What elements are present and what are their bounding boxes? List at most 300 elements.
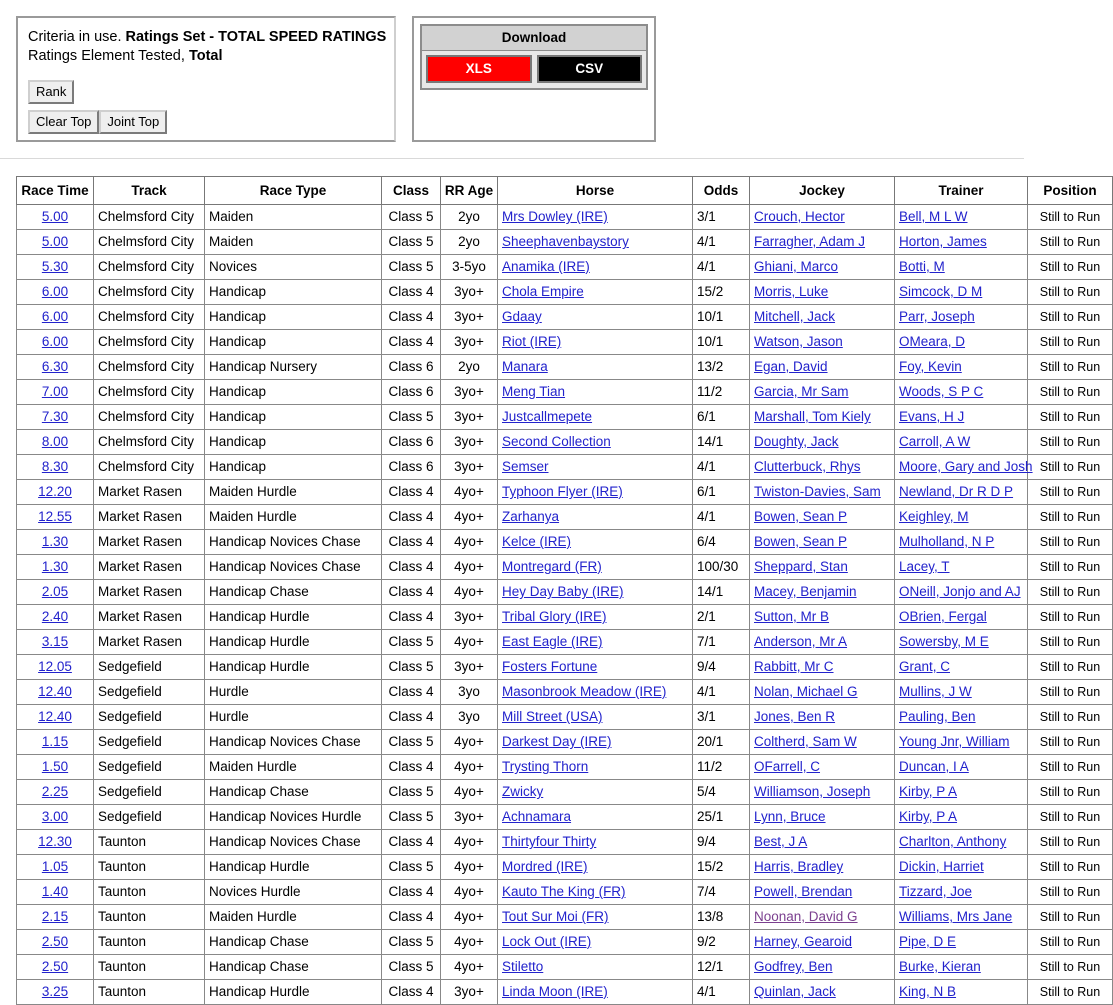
joint-top-button[interactable]: Joint Top xyxy=(99,110,167,134)
cell-race-time-link[interactable]: 6.00 xyxy=(41,284,69,299)
cell-jockey-link[interactable]: Sheppard, Stan xyxy=(754,559,848,574)
col-header-odds[interactable]: Odds xyxy=(693,177,750,205)
cell-class: Class 6 xyxy=(382,355,441,380)
cell-horse-link[interactable]: Mrs Dowley (IRE) xyxy=(502,209,608,224)
cell-horse-link[interactable]: Darkest Day (IRE) xyxy=(502,734,612,749)
cell-jockey-link[interactable]: Best, J A xyxy=(754,834,808,849)
cell-horse[interactable] xyxy=(498,855,693,880)
cell-jockey-link[interactable]: Sutton, Mr B xyxy=(754,609,830,624)
cell-jockey[interactable] xyxy=(750,755,895,780)
cell-horse-link[interactable]: Achnamara xyxy=(502,809,572,824)
cell-race-time[interactable] xyxy=(17,530,94,555)
cell-jockey[interactable] xyxy=(750,730,895,755)
cell-race-time[interactable] xyxy=(17,480,94,505)
cell-jockey-link[interactable]: Jones, Ben R xyxy=(754,709,836,724)
cell-horse-link[interactable]: Typhoon Flyer (IRE) xyxy=(502,484,623,499)
cell-horse-link[interactable]: Masonbrook Meadow (IRE) xyxy=(502,684,667,699)
cell-trainer-link[interactable]: Kirby, P A xyxy=(899,784,958,799)
cell-race-time-link[interactable]: 2.50 xyxy=(41,959,69,974)
cell-trainer-link[interactable]: Foy, Kevin xyxy=(899,359,962,374)
cell-race-time[interactable] xyxy=(17,630,94,655)
cell-jockey[interactable] xyxy=(750,380,895,405)
cell-horse[interactable] xyxy=(498,605,693,630)
cell-jockey[interactable] xyxy=(750,405,895,430)
position-status: Still to Run xyxy=(1039,285,1101,299)
cell-trainer[interactable] xyxy=(895,680,1028,705)
cell-trainer[interactable] xyxy=(895,755,1028,780)
cell-trainer[interactable] xyxy=(895,580,1028,605)
col-header-track[interactable]: Track xyxy=(94,177,205,205)
cell-race-time[interactable] xyxy=(17,455,94,480)
cell-race-time-link[interactable]: 1.15 xyxy=(41,734,69,749)
cell-horse-link[interactable]: Tout Sur Moi (FR) xyxy=(502,909,609,924)
cell-jockey-link[interactable]: Clutterbuck, Rhys xyxy=(754,459,861,474)
cell-jockey[interactable] xyxy=(750,530,895,555)
cell-jockey-link[interactable]: Nolan, Michael G xyxy=(754,684,858,699)
cell-race-time-link[interactable]: 12.40 xyxy=(38,684,72,699)
cell-horse-link[interactable]: Tribal Glory (IRE) xyxy=(502,609,607,624)
cell-horse[interactable] xyxy=(498,980,693,1005)
cell-horse-link[interactable]: Riot (IRE) xyxy=(502,334,562,349)
cell-race-time-link[interactable]: 12.05 xyxy=(38,659,72,674)
cell-trainer-link[interactable]: Parr, Joseph xyxy=(899,309,975,324)
col-header-jockey[interactable]: Jockey xyxy=(750,177,895,205)
cell-jockey-link[interactable]: Ghiani, Marco xyxy=(754,259,839,274)
cell-horse-link[interactable]: Chola Empire xyxy=(502,284,584,299)
cell-odds: 100/30 xyxy=(693,555,750,580)
cell-horse-link[interactable]: Zarhanya xyxy=(502,509,560,524)
cell-race-time[interactable] xyxy=(17,830,94,855)
cell-horse[interactable] xyxy=(498,730,693,755)
cell-race-time-link[interactable]: 3.15 xyxy=(41,634,69,649)
cell-jockey-link[interactable]: Doughty, Jack xyxy=(754,434,839,449)
cell-horse[interactable] xyxy=(498,705,693,730)
cell-trainer[interactable] xyxy=(895,255,1028,280)
cell-trainer-link[interactable]: OMeara, D xyxy=(899,334,966,349)
table-row xyxy=(17,830,1113,855)
cell-trainer-link[interactable]: Tizzard, Joe xyxy=(899,884,973,899)
cell-jockey[interactable] xyxy=(750,930,895,955)
cell-horse[interactable] xyxy=(498,380,693,405)
cell-trainer-link[interactable]: Simcock, D M xyxy=(899,284,983,299)
cell-horse[interactable] xyxy=(498,280,693,305)
cell-race-time[interactable] xyxy=(17,855,94,880)
cell-horse[interactable] xyxy=(498,905,693,930)
cell-race-time-link[interactable]: 8.00 xyxy=(41,434,69,449)
cell-trainer-link[interactable]: Horton, James xyxy=(899,234,987,249)
cell-race-time-link[interactable]: 5.00 xyxy=(41,234,69,249)
cell-race-time[interactable] xyxy=(17,405,94,430)
cell-trainer-link[interactable]: Burke, Kieran xyxy=(899,959,981,974)
cell-race-time[interactable] xyxy=(17,805,94,830)
cell-horse-link[interactable]: Stiletto xyxy=(502,959,544,974)
cell-jockey-link[interactable]: Garcia, Mr Sam xyxy=(754,384,849,399)
cell-horse[interactable] xyxy=(498,405,693,430)
cell-race-time[interactable] xyxy=(17,305,94,330)
cell-trainer-link[interactable]: Evans, H J xyxy=(899,409,965,424)
cell-horse-link[interactable]: Kauto The King (FR) xyxy=(502,884,626,899)
cell-horse[interactable] xyxy=(498,580,693,605)
cell-race-time-link[interactable]: 12.40 xyxy=(38,709,72,724)
cell-horse-link[interactable]: Kelce (IRE) xyxy=(502,534,572,549)
cell-horse[interactable] xyxy=(498,655,693,680)
cell-jockey[interactable] xyxy=(750,255,895,280)
cell-horse[interactable] xyxy=(498,230,693,255)
header-row xyxy=(17,177,1113,205)
cell-horse[interactable] xyxy=(498,305,693,330)
cell-trainer-link[interactable]: Newland, Dr R D P xyxy=(899,484,1014,499)
cell-jockey[interactable] xyxy=(750,655,895,680)
cell-horse[interactable] xyxy=(498,505,693,530)
cell-trainer[interactable] xyxy=(895,805,1028,830)
cell-jockey-link[interactable]: Harney, Gearoid xyxy=(754,934,853,949)
cell-trainer-link[interactable]: Bell, M L W xyxy=(899,209,968,224)
cell-race-time[interactable] xyxy=(17,380,94,405)
cell-trainer[interactable] xyxy=(895,630,1028,655)
cell-jockey[interactable] xyxy=(750,480,895,505)
cell-horse-link[interactable]: Mill Street (USA) xyxy=(502,709,603,724)
download-title: Download xyxy=(422,26,646,51)
clear-top-button[interactable]: Clear Top xyxy=(28,110,99,134)
cell-race-time-link[interactable]: 1.30 xyxy=(41,559,69,574)
cell-trainer-link[interactable]: King, N B xyxy=(899,984,957,999)
cell-class: Class 5 xyxy=(382,730,441,755)
cell-odds: 20/1 xyxy=(693,730,750,755)
cell-trainer[interactable] xyxy=(895,555,1028,580)
cell-horse-link[interactable]: Thirtyfour Thirty xyxy=(502,834,597,849)
cell-trainer[interactable] xyxy=(895,380,1028,405)
cell-horse[interactable] xyxy=(498,780,693,805)
cell-position xyxy=(1028,580,1113,605)
cell-class: Class 4 xyxy=(382,505,441,530)
cell-trainer-link[interactable]: Williams, Mrs Jane xyxy=(899,909,1013,924)
cell-horse[interactable] xyxy=(498,480,693,505)
cell-trainer[interactable] xyxy=(895,855,1028,880)
cell-race-type: Maiden xyxy=(205,230,382,255)
cell-jockey[interactable] xyxy=(750,630,895,655)
cell-jockey-link[interactable]: OFarrell, C xyxy=(754,759,821,774)
cell-jockey[interactable] xyxy=(750,905,895,930)
cell-trainer[interactable] xyxy=(895,830,1028,855)
cell-trainer-link[interactable]: Woods, S P C xyxy=(899,384,984,399)
cell-trainer[interactable] xyxy=(895,305,1028,330)
col-header-race-type[interactable]: Race Type xyxy=(205,177,382,205)
cell-trainer[interactable] xyxy=(895,980,1028,1005)
cell-horse[interactable] xyxy=(498,930,693,955)
cell-trainer-link[interactable]: Mullins, J W xyxy=(899,684,972,699)
cell-race-time-link[interactable]: 1.50 xyxy=(41,759,69,774)
cell-trainer-link[interactable]: Carroll, A W xyxy=(899,434,971,449)
cell-trainer[interactable] xyxy=(895,480,1028,505)
cell-jockey[interactable] xyxy=(750,230,895,255)
cell-race-type: Handicap xyxy=(205,430,382,455)
cell-jockey[interactable] xyxy=(750,780,895,805)
cell-jockey[interactable] xyxy=(750,355,895,380)
cell-trainer-link[interactable]: OBrien, Fergal xyxy=(899,609,987,624)
cell-jockey-link[interactable]: Williamson, Joseph xyxy=(754,784,871,799)
cell-race-time-link[interactable]: 12.20 xyxy=(38,484,72,499)
cell-jockey-link[interactable]: Bowen, Sean P xyxy=(754,534,848,549)
cell-race-time-link[interactable]: 12.55 xyxy=(38,509,72,524)
cell-race-time-link[interactable]: 6.00 xyxy=(41,334,69,349)
cell-jockey-link[interactable]: Godfrey, Ben xyxy=(754,959,833,974)
cell-horse-link[interactable]: Hey Day Baby (IRE) xyxy=(502,584,624,599)
cell-jockey[interactable] xyxy=(750,980,895,1005)
cell-trainer[interactable] xyxy=(895,880,1028,905)
cell-horse-link[interactable]: Montregard (FR) xyxy=(502,559,602,574)
cell-trainer[interactable] xyxy=(895,430,1028,455)
cell-track: Chelmsford City xyxy=(94,205,205,230)
col-header-class[interactable]: Class xyxy=(382,177,441,205)
cell-horse-link[interactable]: Justcallmepete xyxy=(502,409,593,424)
cell-race-time-link[interactable]: 2.25 xyxy=(41,784,69,799)
cell-trainer[interactable] xyxy=(895,205,1028,230)
cell-trainer[interactable] xyxy=(895,530,1028,555)
cell-race-time-link[interactable]: 2.50 xyxy=(41,934,69,949)
cell-jockey[interactable] xyxy=(750,705,895,730)
cell-race-time[interactable] xyxy=(17,580,94,605)
cell-trainer-link[interactable]: Sowersby, M E xyxy=(899,634,989,649)
cell-race-time-link[interactable]: 2.05 xyxy=(41,584,69,599)
cell-trainer-link[interactable]: Charlton, Anthony xyxy=(899,834,1007,849)
rank-button[interactable]: Rank xyxy=(28,80,74,104)
cell-jockey-link[interactable]: Quinlan, Jack xyxy=(754,984,836,999)
cell-jockey[interactable] xyxy=(750,855,895,880)
cell-race-time[interactable] xyxy=(17,655,94,680)
table-row xyxy=(17,505,1113,530)
cell-horse[interactable] xyxy=(498,680,693,705)
cell-horse-link[interactable]: Second Collection xyxy=(502,434,611,449)
cell-horse[interactable] xyxy=(498,630,693,655)
cell-race-time-link[interactable]: 2.40 xyxy=(41,609,69,624)
cell-horse[interactable] xyxy=(498,555,693,580)
cell-race-type: Maiden Hurdle xyxy=(205,480,382,505)
cell-race-time[interactable] xyxy=(17,930,94,955)
cell-jockey-link[interactable]: Anderson, Mr A xyxy=(754,634,848,649)
col-header-rr-age[interactable]: RR Age xyxy=(441,177,498,205)
cell-trainer-link[interactable]: Grant, C xyxy=(899,659,951,674)
cell-trainer-link[interactable]: Keighley, M xyxy=(899,509,969,524)
cell-class: Class 4 xyxy=(382,680,441,705)
cell-horse[interactable] xyxy=(498,355,693,380)
cell-horse-link[interactable]: Gdaay xyxy=(502,309,542,324)
cell-race-time-link[interactable]: 1.05 xyxy=(41,859,69,874)
cell-horse[interactable] xyxy=(498,805,693,830)
cell-race-time-link[interactable]: 5.30 xyxy=(41,259,69,274)
cell-trainer-link[interactable]: Kirby, P A xyxy=(899,809,958,824)
cell-race-time[interactable] xyxy=(17,430,94,455)
cell-trainer[interactable] xyxy=(895,780,1028,805)
table-row xyxy=(17,330,1113,355)
cell-race-time[interactable] xyxy=(17,255,94,280)
cell-trainer[interactable] xyxy=(895,330,1028,355)
cell-trainer-link[interactable]: Young Jnr, William xyxy=(899,734,1010,749)
cell-race-time[interactable] xyxy=(17,880,94,905)
cell-trainer-link[interactable]: Lacey, T xyxy=(899,559,950,574)
cell-race-time-link[interactable]: 3.00 xyxy=(41,809,69,824)
cell-race-time[interactable] xyxy=(17,755,94,780)
cell-horse[interactable] xyxy=(498,330,693,355)
cell-race-time-link[interactable]: 7.30 xyxy=(41,409,69,424)
cell-horse-link[interactable]: Lock Out (IRE) xyxy=(502,934,592,949)
cell-race-time[interactable] xyxy=(17,555,94,580)
cell-jockey-link[interactable]: Lynn, Bruce xyxy=(754,809,826,824)
cell-trainer-link[interactable]: Moore, Gary and Josh xyxy=(899,459,1033,474)
col-header-horse[interactable]: Horse xyxy=(498,177,693,205)
cell-horse[interactable] xyxy=(498,955,693,980)
cell-race-time-link[interactable]: 8.30 xyxy=(41,459,69,474)
cell-jockey-link[interactable]: Powell, Brendan xyxy=(754,884,853,899)
col-header-trainer[interactable]: Trainer xyxy=(895,177,1028,205)
col-header-race-time[interactable]: Race Time xyxy=(17,177,94,205)
cell-trainer[interactable] xyxy=(895,930,1028,955)
cell-race-time[interactable] xyxy=(17,905,94,930)
cell-jockey[interactable] xyxy=(750,880,895,905)
table-row xyxy=(17,905,1113,930)
cell-race-time[interactable] xyxy=(17,230,94,255)
cell-race-time-link[interactable]: 12.30 xyxy=(38,834,72,849)
cell-jockey[interactable] xyxy=(750,955,895,980)
cell-horse[interactable] xyxy=(498,430,693,455)
cell-jockey[interactable] xyxy=(750,305,895,330)
cell-horse-link[interactable]: Trysting Thorn xyxy=(502,759,589,774)
cell-race-time[interactable] xyxy=(17,705,94,730)
cell-jockey[interactable] xyxy=(750,205,895,230)
cell-trainer-link[interactable]: Pipe, D E xyxy=(899,934,957,949)
cell-race-time[interactable] xyxy=(17,980,94,1005)
cell-race-time-link[interactable]: 6.30 xyxy=(41,359,69,374)
cell-race-time[interactable] xyxy=(17,780,94,805)
cell-position xyxy=(1028,730,1113,755)
cell-trainer[interactable] xyxy=(895,455,1033,480)
cell-jockey-link[interactable]: Watson, Jason xyxy=(754,334,843,349)
cell-horse[interactable] xyxy=(498,880,693,905)
cell-jockey-link[interactable]: Noonan, David G xyxy=(754,909,858,924)
cell-race-time-link[interactable]: 5.00 xyxy=(41,209,69,224)
cell-jockey-link[interactable]: Twiston-Davies, Sam xyxy=(754,484,881,499)
cell-race-time-link[interactable]: 2.15 xyxy=(41,909,69,924)
cell-trainer-link[interactable]: ONeill, Jonjo and AJ xyxy=(899,584,1021,599)
cell-jockey-link[interactable]: Crouch, Hector xyxy=(754,209,845,224)
download-csv-button[interactable]: CSV xyxy=(537,55,643,83)
cell-race-time-link[interactable]: 1.30 xyxy=(41,534,69,549)
cell-trainer-link[interactable]: Botti, M xyxy=(899,259,945,274)
cell-horse-link[interactable]: East Eagle (IRE) xyxy=(502,634,603,649)
cell-trainer-link[interactable]: Pauling, Ben xyxy=(899,709,976,724)
position-status: Still to Run xyxy=(1039,760,1101,774)
cell-horse-link[interactable]: Mordred (IRE) xyxy=(502,859,588,874)
cell-jockey-link[interactable]: Macey, Benjamin xyxy=(754,584,857,599)
cell-position xyxy=(1028,705,1113,730)
cell-jockey-link[interactable]: Coltherd, Sam W xyxy=(754,734,857,749)
cell-race-time-link[interactable]: 3.25 xyxy=(41,984,69,999)
cell-trainer[interactable] xyxy=(895,505,1028,530)
cell-jockey[interactable] xyxy=(750,805,895,830)
cell-jockey-link[interactable]: Farragher, Adam J xyxy=(754,234,866,249)
cell-race-time-link[interactable]: 1.40 xyxy=(41,884,69,899)
cell-trainer-link[interactable]: Mulholland, N P xyxy=(899,534,995,549)
cell-jockey[interactable] xyxy=(750,505,895,530)
cell-trainer[interactable] xyxy=(895,705,1028,730)
cell-jockey-link[interactable]: Mitchell, Jack xyxy=(754,309,836,324)
cell-horse-link[interactable]: Anamika (IRE) xyxy=(502,259,590,274)
cell-jockey-link[interactable]: Rabbitt, Mr C xyxy=(754,659,834,674)
cell-race-time[interactable] xyxy=(17,680,94,705)
position-status: Still to Run xyxy=(1039,410,1101,424)
cell-jockey[interactable] xyxy=(750,430,895,455)
cell-trainer[interactable] xyxy=(895,280,1028,305)
cell-jockey-link[interactable]: Bowen, Sean P xyxy=(754,509,848,524)
cell-horse-link[interactable]: Sheephavenbaystory xyxy=(502,234,629,249)
cell-horse-link[interactable]: Linda Moon (IRE) xyxy=(502,984,608,999)
cell-jockey[interactable] xyxy=(750,605,895,630)
table-row xyxy=(17,530,1113,555)
cell-trainer[interactable] xyxy=(895,230,1028,255)
cell-trainer[interactable] xyxy=(895,605,1028,630)
cell-trainer[interactable] xyxy=(895,355,1028,380)
cell-jockey[interactable] xyxy=(750,455,895,480)
cell-horse-link[interactable]: Semser xyxy=(502,459,549,474)
cell-race-time[interactable] xyxy=(17,955,94,980)
cell-jockey[interactable] xyxy=(750,280,895,305)
cell-race-type: Handicap xyxy=(205,280,382,305)
cell-horse-link[interactable]: Manara xyxy=(502,359,548,374)
cell-horse[interactable] xyxy=(498,755,693,780)
cell-horse[interactable] xyxy=(498,205,693,230)
cell-race-time[interactable] xyxy=(17,330,94,355)
cell-trainer[interactable] xyxy=(895,730,1028,755)
cell-jockey[interactable] xyxy=(750,680,895,705)
cell-race-time[interactable] xyxy=(17,730,94,755)
cell-trainer-link[interactable]: Dickin, Harriet xyxy=(899,859,984,874)
cell-trainer[interactable] xyxy=(895,955,1028,980)
cell-horse[interactable] xyxy=(498,830,693,855)
cell-jockey-link[interactable]: Morris, Luke xyxy=(754,284,829,299)
cell-jockey[interactable] xyxy=(750,555,895,580)
cell-position xyxy=(1028,480,1113,505)
cell-jockey-link[interactable]: Marshall, Tom Kiely xyxy=(754,409,871,424)
cell-jockey-link[interactable]: Egan, David xyxy=(754,359,828,374)
cell-trainer[interactable] xyxy=(895,405,1028,430)
cell-horse[interactable] xyxy=(498,255,693,280)
cell-trainer[interactable] xyxy=(895,905,1028,930)
cell-horse-link[interactable]: Meng Tian xyxy=(502,384,566,399)
cell-horse-link[interactable]: Zwicky xyxy=(502,784,544,799)
cell-jockey[interactable] xyxy=(750,580,895,605)
criteria-line-1 xyxy=(28,28,386,47)
cell-trainer[interactable] xyxy=(895,655,1028,680)
cell-horse-link[interactable]: Fosters Fortune xyxy=(502,659,598,674)
cell-jockey[interactable] xyxy=(750,330,895,355)
cell-race-time-link[interactable]: 7.00 xyxy=(41,384,69,399)
cell-race-time[interactable] xyxy=(17,355,94,380)
col-header-position[interactable]: Position xyxy=(1028,177,1113,205)
cell-jockey[interactable] xyxy=(750,830,895,855)
cell-race-time[interactable] xyxy=(17,280,94,305)
cell-race-time[interactable] xyxy=(17,505,94,530)
cell-jockey-link[interactable]: Harris, Bradley xyxy=(754,859,844,874)
cell-horse[interactable] xyxy=(498,530,693,555)
cell-race-time[interactable] xyxy=(17,205,94,230)
position-status: Still to Run xyxy=(1039,510,1101,524)
cell-horse[interactable] xyxy=(498,455,693,480)
cell-odds: 13/8 xyxy=(693,905,750,930)
cell-race-time[interactable] xyxy=(17,605,94,630)
criteria-prefix-1: Criteria in use. xyxy=(28,29,126,45)
cell-trainer-link[interactable]: Duncan, I A xyxy=(899,759,969,774)
cell-race-time-link[interactable]: 6.00 xyxy=(41,309,69,324)
download-xls-button[interactable]: XLS xyxy=(426,55,532,83)
